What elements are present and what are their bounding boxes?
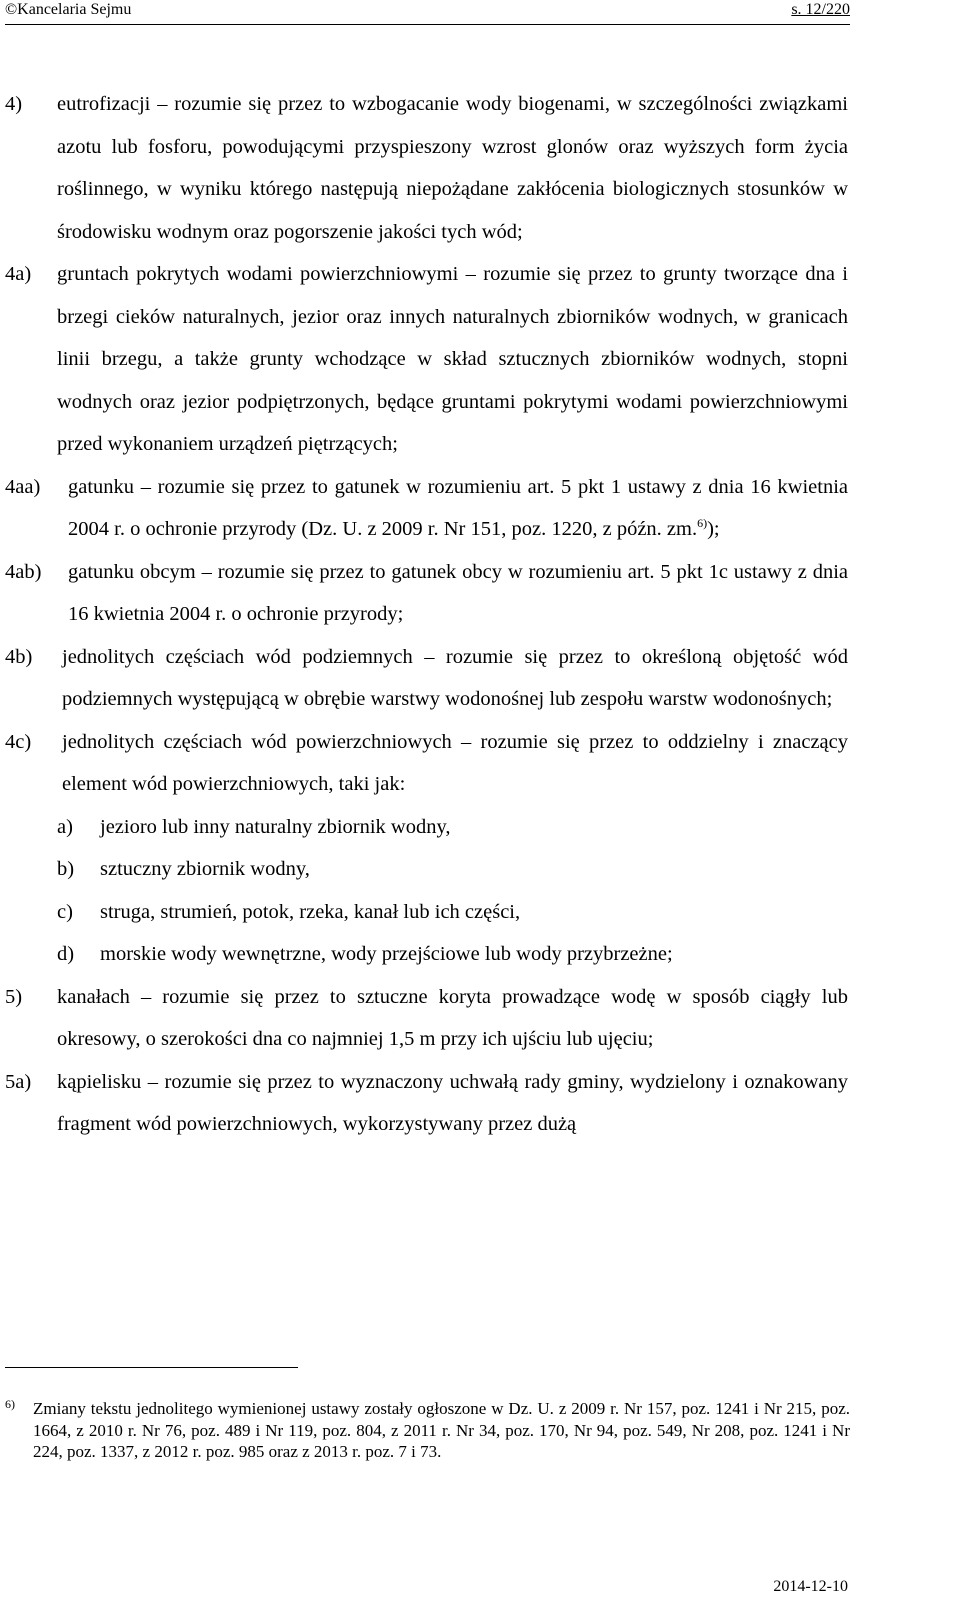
subitem — [5, 848, 848, 891]
item-text: gatunku obcym – rozumie się przez to gatunek obcy w rozumieniu art. 5 pkt 1c ustawy z dnia 16 kwietnia 2004 r. o ochronie przyrody; — [68, 560, 848, 625]
definition-item — [5, 1061, 848, 1146]
item-text: kanałach – rozumie się przez to sztuczne koryta prowadzące wodę w sposób ciągły lub okresowy, o szerokości dna co najmniej 1,5 m przy ich ujściu lub ujęciu; — [57, 985, 848, 1050]
footnote — [5, 1398, 850, 1463]
subitem-text: jezioro lub inny naturalny zbiornik wodny, — [100, 815, 451, 838]
subitem-letter: a) — [57, 815, 73, 838]
item-text: kąpielisku – rozumie się przez to wyznaczony uchwałą rady gminy, wydzielony i oznakowany fragment wód powierzchniowych, wykorzystywany przez dużą — [57, 1070, 848, 1135]
definition-item — [5, 976, 848, 1061]
item-number: 4a) — [5, 263, 32, 285]
item-number: 4b) — [5, 645, 33, 668]
footnote-reference[interactable]: 6) — [697, 516, 708, 531]
page-number — [791, 0, 850, 20]
page-number-link[interactable]: s. 12/220 — [791, 1, 850, 18]
item-text: eutrofizacji – rozumie się przez to wzbogacanie wody biogenami, w szczególności związkami azotu lub fosforu, powodującymi przyspieszony wzrost glonów oraz wyższych form życia roślinnego, w wyniku którego następują niepożądane zakłócenia biologicznych stosunków w środowisku wodnym oraz pogorszenie jakości tych wód; — [57, 93, 848, 243]
subitem-letter: c) — [57, 900, 73, 923]
definition-item — [5, 253, 848, 466]
document-date: 2014-12-10 — [773, 1578, 848, 1595]
subitem-text: sztuczny zbiornik wodny, — [100, 858, 310, 880]
item-number: 5) — [5, 985, 23, 1008]
item-number: 4aa) — [5, 475, 41, 498]
definition-item — [5, 466, 848, 551]
definition-item — [5, 636, 848, 721]
subitem — [5, 806, 848, 849]
item-text: gatunku – rozumie się przez to gatunek w rozumieniu art. 5 pkt 1 ustawy z dnia 16 kwietnia 2004 r. o ochronie przyrody (Dz. U. z 2009 r. Nr 151, poz. 1220, z późn. zm. — [68, 475, 848, 540]
subitem-text: morskie wody wewnętrzne, wody przejściowe lub wody przybrzeżne; — [100, 943, 673, 965]
definition-item — [5, 721, 848, 806]
item-number: 4c) — [5, 730, 32, 753]
item-text: gruntach pokrytych wodami powierzchniowymi – rozumie się przez to grunty tworzące dna i brzegi cieków naturalnych, jezior oraz innych naturalnych zbiorników wodnych, w granicach linii brzegu, a także grunty wchodzące w skład sztucznych zbiorników wodnych, stopni wodnych oraz jezior podpiętrzonych, będące gruntami pokrytymi wodami powierzchniowymi przed wykonaniem urządzeń piętrzących; — [57, 263, 848, 455]
definition-item — [5, 83, 848, 253]
footnote-separator — [5, 1367, 298, 1368]
item-text: jednolitych częściach wód podziemnych – rozumie się przez to określoną objętość wód podziemnych występującą w obrębie warstwy wodonośnej lub zespołu warstw wodonośnych; — [62, 645, 848, 710]
header-copyright: ©Kancelaria Sejmu — [5, 1, 132, 18]
footnote-mark: 6) — [5, 1397, 15, 1411]
item-number: 5a) — [5, 1070, 32, 1093]
definition-item — [5, 551, 848, 636]
item-text-end: ); — [707, 518, 720, 540]
document-body — [5, 83, 848, 1146]
subitem-text: struga, strumień, potok, rzeka, kanał lub ich części, — [100, 900, 521, 923]
subitem — [5, 933, 848, 976]
item-number: 4ab) — [5, 560, 42, 583]
subitem-letter: b) — [57, 858, 75, 880]
item-text: jednolitych częściach wód powierzchniowych – rozumie się przez to oddzielny i znaczący element wód powierzchniowych, taki jak: — [62, 730, 848, 795]
item-number: 4) — [5, 93, 23, 115]
subitem — [5, 891, 848, 934]
footnote-text: Zmiany tekstu jednolitego wymienionej ustawy zostały ogłoszone w Dz. U. z 2009 r. Nr 157, poz. 1241 i Nr 215, poz. 1664, z 2010 r. Nr 76, poz. 489 i Nr 119, poz. 804, z 2011 r. Nr 34, poz. 170, Nr 94, poz. 549, Nr 208, poz. 1241 i Nr 224, poz. 1337, z 2012 r. poz. 985 oraz z 2013 r. poz. 7 i 73. — [33, 1399, 850, 1461]
page-header — [5, 0, 850, 25]
subitem-letter: d) — [57, 943, 75, 965]
